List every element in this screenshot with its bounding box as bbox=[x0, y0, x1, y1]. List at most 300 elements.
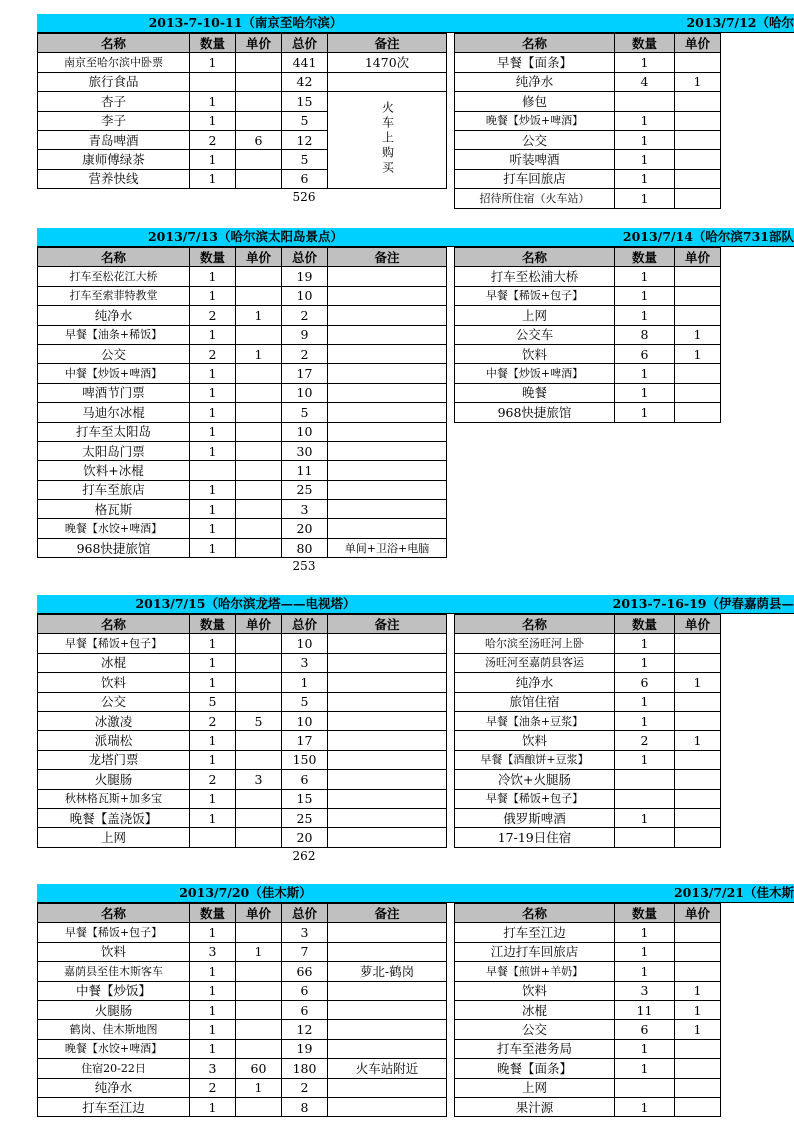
quantity: 1 bbox=[615, 1059, 675, 1078]
quantity: 1 bbox=[615, 1039, 675, 1058]
item-name: 上网 bbox=[455, 306, 615, 325]
unit-price: 1 bbox=[675, 1000, 721, 1019]
item-name: 晚餐【面条】 bbox=[455, 1059, 615, 1078]
unit-price bbox=[236, 72, 282, 91]
item-name: 李子 bbox=[38, 111, 190, 130]
item-name: 饮料 bbox=[38, 942, 190, 961]
item-name: 早餐【稀饭+包子】 bbox=[38, 634, 190, 653]
quantity bbox=[615, 770, 675, 789]
table-row bbox=[455, 789, 721, 808]
note bbox=[328, 808, 447, 827]
quantity: 2 bbox=[190, 344, 236, 363]
unit-price: 5 bbox=[236, 711, 282, 730]
total-price: 150 bbox=[282, 750, 328, 769]
quantity: 1 bbox=[190, 267, 236, 286]
item-name: 火腿肠 bbox=[38, 770, 190, 789]
table-row bbox=[38, 711, 447, 730]
note bbox=[328, 711, 447, 730]
note bbox=[328, 267, 447, 286]
item-name: 晚餐【炒饭+啤酒】 bbox=[455, 111, 615, 130]
item-name: 打车至太阳岛 bbox=[38, 422, 190, 441]
total-price: 5 bbox=[282, 150, 328, 169]
column-header-total: 总价 bbox=[282, 904, 328, 923]
table-row bbox=[455, 1020, 721, 1039]
table-row bbox=[38, 731, 447, 750]
quantity: 1 bbox=[190, 403, 236, 422]
total-price: 7 bbox=[282, 942, 328, 961]
item-name: 打车至松浦大桥 bbox=[455, 267, 615, 286]
item-name: 旅馆住宿 bbox=[455, 692, 615, 711]
note bbox=[328, 403, 447, 422]
item-name: 17-19日住宿 bbox=[455, 828, 615, 847]
total-price: 180 bbox=[282, 1059, 328, 1078]
item-name: 啤酒节门票 bbox=[38, 383, 190, 402]
item-name: 康师傅绿茶 bbox=[38, 150, 190, 169]
unit-price bbox=[236, 267, 282, 286]
unit-price bbox=[236, 325, 282, 344]
item-name: 中餐【炒饭+啤酒】 bbox=[455, 364, 615, 383]
expense-section bbox=[37, 14, 794, 228]
unit-price bbox=[675, 634, 721, 653]
unit-price: 1 bbox=[675, 344, 721, 363]
note bbox=[328, 1039, 447, 1058]
item-name: 968快捷旅馆 bbox=[38, 538, 190, 557]
section-title-left: 2013/7/15（哈尔滨龙塔——电视塔） bbox=[37, 595, 454, 614]
note bbox=[328, 383, 447, 402]
item-name: 纯净水 bbox=[38, 306, 190, 325]
unit-price bbox=[675, 808, 721, 827]
total-price: 15 bbox=[282, 789, 328, 808]
item-name: 鹤岗、佳木斯地图 bbox=[38, 1020, 190, 1039]
item-name: 晚餐【水饺+啤酒】 bbox=[38, 519, 190, 538]
quantity bbox=[615, 828, 675, 847]
quantity: 1 bbox=[615, 942, 675, 961]
item-name: 纯净水 bbox=[455, 72, 615, 91]
section-total: 262 bbox=[292, 848, 316, 863]
table-row bbox=[455, 111, 721, 130]
quantity: 1 bbox=[615, 169, 675, 188]
table-row bbox=[38, 673, 447, 692]
table-row bbox=[38, 923, 447, 942]
unit-price bbox=[675, 169, 721, 188]
quantity: 1 bbox=[615, 711, 675, 730]
table-row bbox=[455, 72, 721, 91]
item-name: 上网 bbox=[455, 1078, 615, 1097]
unit-price bbox=[236, 92, 282, 111]
note bbox=[328, 461, 447, 480]
quantity: 1 bbox=[190, 286, 236, 305]
item-name: 早餐【煎饼+羊奶】 bbox=[455, 962, 615, 981]
unit-price bbox=[675, 111, 721, 130]
total-price: 66 bbox=[282, 962, 328, 981]
unit-price bbox=[236, 731, 282, 750]
expense-section bbox=[37, 595, 794, 867]
quantity: 1 bbox=[190, 1097, 236, 1116]
unit-price bbox=[675, 53, 721, 72]
total-price: 17 bbox=[282, 731, 328, 750]
unit-price bbox=[236, 383, 282, 402]
table-row bbox=[38, 286, 447, 305]
item-name: 火腿肠 bbox=[38, 1000, 190, 1019]
section-title-left: 2013/7/13（哈尔滨太阳岛景点） bbox=[37, 228, 454, 247]
total-price: 5 bbox=[282, 111, 328, 130]
unit-price bbox=[675, 828, 721, 847]
unit-price bbox=[236, 981, 282, 1000]
note: 单间+卫浴+电脑 bbox=[328, 538, 447, 557]
column-header-unit: 单价 bbox=[236, 34, 282, 53]
table-row bbox=[455, 942, 721, 961]
unit-price bbox=[675, 403, 721, 422]
total-price: 9 bbox=[282, 325, 328, 344]
note bbox=[328, 1020, 447, 1039]
quantity: 1 bbox=[615, 286, 675, 305]
quantity: 2 bbox=[190, 306, 236, 325]
item-name: 俄罗斯啤酒 bbox=[455, 808, 615, 827]
column-header-qty: 数量 bbox=[615, 248, 675, 267]
item-name: 杏子 bbox=[38, 92, 190, 111]
table-row bbox=[455, 306, 721, 325]
quantity bbox=[190, 461, 236, 480]
total-price: 25 bbox=[282, 480, 328, 499]
item-name: 修包 bbox=[455, 92, 615, 111]
quantity: 1 bbox=[190, 923, 236, 942]
unit-price bbox=[236, 750, 282, 769]
item-name: 打车至索菲特教堂 bbox=[38, 286, 190, 305]
table-row bbox=[455, 981, 721, 1000]
quantity: 1 bbox=[190, 383, 236, 402]
quantity bbox=[615, 789, 675, 808]
item-name: 嘉荫县至佳木斯客车 bbox=[38, 962, 190, 981]
item-name: 住宿20-22日 bbox=[38, 1059, 190, 1078]
note bbox=[328, 500, 447, 519]
total-price: 10 bbox=[282, 286, 328, 305]
column-header-unit: 单价 bbox=[675, 904, 721, 923]
quantity: 1 bbox=[615, 808, 675, 827]
total-price: 10 bbox=[282, 634, 328, 653]
table-row bbox=[455, 653, 721, 672]
quantity: 1 bbox=[615, 53, 675, 72]
table-row bbox=[38, 267, 447, 286]
table-row bbox=[455, 711, 721, 730]
column-header-qty: 数量 bbox=[190, 615, 236, 634]
table-row bbox=[38, 441, 447, 460]
column-header-name: 名称 bbox=[455, 34, 615, 53]
table-row bbox=[38, 1097, 447, 1116]
table-row bbox=[38, 383, 447, 402]
quantity: 1 bbox=[615, 150, 675, 169]
table-row bbox=[38, 789, 447, 808]
item-name: 晚餐【水饺+啤酒】 bbox=[38, 1039, 190, 1058]
column-header-total: 总价 bbox=[282, 615, 328, 634]
item-name: 公交 bbox=[455, 1020, 615, 1039]
unit-price bbox=[236, 286, 282, 305]
unit-price bbox=[236, 808, 282, 827]
item-name: 冰棍 bbox=[455, 1000, 615, 1019]
expense-table-left bbox=[37, 614, 447, 848]
table-row bbox=[455, 92, 721, 111]
table-row bbox=[38, 962, 447, 981]
section-title-left: 2013-7-10-11（南京至哈尔滨） bbox=[37, 14, 454, 33]
total-price: 20 bbox=[282, 828, 328, 847]
item-name: 南京至哈尔滨中卧票 bbox=[38, 53, 190, 72]
unit-price bbox=[236, 1039, 282, 1058]
column-header-note: 备注 bbox=[328, 34, 447, 53]
table-row bbox=[455, 169, 721, 188]
quantity: 8 bbox=[615, 325, 675, 344]
quantity: 1 bbox=[615, 962, 675, 981]
expense-table-right bbox=[454, 614, 721, 848]
column-header-qty: 数量 bbox=[615, 904, 675, 923]
note: 1470次 bbox=[328, 53, 447, 72]
quantity: 1 bbox=[190, 1020, 236, 1039]
table-row bbox=[38, 1000, 447, 1019]
quantity: 1 bbox=[190, 981, 236, 1000]
quantity: 1 bbox=[615, 750, 675, 769]
quantity: 2 bbox=[615, 731, 675, 750]
item-name: 968快捷旅馆 bbox=[455, 403, 615, 422]
item-name: 饮料+冰棍 bbox=[38, 461, 190, 480]
note: 火车站附近 bbox=[328, 1059, 447, 1078]
item-name: 公交 bbox=[455, 130, 615, 149]
total-price: 3 bbox=[282, 500, 328, 519]
unit-price bbox=[236, 150, 282, 169]
section-total: 526 bbox=[292, 190, 316, 205]
table-row bbox=[455, 1059, 721, 1078]
table-row bbox=[38, 538, 447, 557]
quantity: 2 bbox=[190, 711, 236, 730]
unit-price: 3 bbox=[236, 770, 282, 789]
item-name: 汤旺河至嘉荫县客运 bbox=[455, 653, 615, 672]
quantity: 1 bbox=[615, 189, 675, 208]
quantity bbox=[190, 72, 236, 91]
unit-price bbox=[236, 500, 282, 519]
unit-price bbox=[236, 789, 282, 808]
column-header-name: 名称 bbox=[38, 904, 190, 923]
unit-price bbox=[236, 480, 282, 499]
unit-price bbox=[236, 519, 282, 538]
table-row bbox=[455, 130, 721, 149]
total-price: 2 bbox=[282, 344, 328, 363]
quantity: 1 bbox=[615, 692, 675, 711]
quantity: 1 bbox=[190, 789, 236, 808]
unit-price bbox=[236, 422, 282, 441]
item-name: 打车至江边 bbox=[38, 1097, 190, 1116]
total-price: 12 bbox=[282, 130, 328, 149]
unit-price bbox=[236, 111, 282, 130]
unit-price: 1 bbox=[675, 325, 721, 344]
table-row bbox=[38, 1059, 447, 1078]
unit-price: 1 bbox=[236, 1078, 282, 1097]
quantity: 4 bbox=[615, 72, 675, 91]
unit-price bbox=[236, 538, 282, 557]
unit-price bbox=[675, 1039, 721, 1058]
note bbox=[328, 286, 447, 305]
quantity: 1 bbox=[615, 403, 675, 422]
unit-price bbox=[675, 750, 721, 769]
quantity bbox=[190, 828, 236, 847]
column-header-qty: 数量 bbox=[190, 248, 236, 267]
table-row bbox=[38, 653, 447, 672]
unit-price bbox=[675, 1078, 721, 1097]
item-name: 中餐【炒饭】 bbox=[38, 981, 190, 1000]
header-row bbox=[455, 34, 721, 53]
note bbox=[328, 653, 447, 672]
unit-price bbox=[236, 169, 282, 188]
unit-price: 1 bbox=[236, 344, 282, 363]
note bbox=[328, 364, 447, 383]
header-row bbox=[455, 615, 721, 634]
unit-price bbox=[236, 923, 282, 942]
table-row bbox=[38, 1020, 447, 1039]
quantity bbox=[615, 92, 675, 111]
column-header-name: 名称 bbox=[455, 248, 615, 267]
table-row bbox=[455, 403, 721, 422]
table-row bbox=[38, 1078, 447, 1097]
total-price: 6 bbox=[282, 770, 328, 789]
quantity: 1 bbox=[615, 364, 675, 383]
item-name: 早餐【面条】 bbox=[455, 53, 615, 72]
note bbox=[328, 923, 447, 942]
item-name: 秋林格瓦斯+加多宝 bbox=[38, 789, 190, 808]
quantity: 1 bbox=[190, 364, 236, 383]
item-name: 冰激凌 bbox=[38, 711, 190, 730]
quantity: 1 bbox=[190, 92, 236, 111]
header-row bbox=[38, 34, 447, 53]
quantity: 6 bbox=[615, 344, 675, 363]
unit-price bbox=[236, 962, 282, 981]
table-row bbox=[38, 808, 447, 827]
quantity: 1 bbox=[615, 130, 675, 149]
unit-price bbox=[675, 962, 721, 981]
unit-price: 1 bbox=[675, 673, 721, 692]
note bbox=[328, 1000, 447, 1019]
quantity: 1 bbox=[615, 634, 675, 653]
item-name: 哈尔滨至汤旺河上卧 bbox=[455, 634, 615, 653]
total-price: 20 bbox=[282, 519, 328, 538]
quantity: 1 bbox=[190, 422, 236, 441]
unit-price bbox=[675, 189, 721, 208]
item-name: 打车至江边 bbox=[455, 923, 615, 942]
note bbox=[328, 325, 447, 344]
table-row bbox=[455, 344, 721, 363]
column-header-unit: 单价 bbox=[236, 904, 282, 923]
item-name: 饮料 bbox=[455, 344, 615, 363]
quantity: 2 bbox=[190, 1078, 236, 1097]
total-price: 12 bbox=[282, 1020, 328, 1039]
total-price: 3 bbox=[282, 653, 328, 672]
unit-price bbox=[675, 306, 721, 325]
item-name: 太阳岛门票 bbox=[38, 441, 190, 460]
table-row bbox=[38, 364, 447, 383]
header-row bbox=[38, 615, 447, 634]
table-row bbox=[38, 53, 447, 72]
note bbox=[328, 422, 447, 441]
item-name: 打车至松花江大桥 bbox=[38, 267, 190, 286]
unit-price bbox=[675, 383, 721, 402]
quantity: 1 bbox=[615, 267, 675, 286]
total-price: 17 bbox=[282, 364, 328, 383]
column-header-unit: 单价 bbox=[236, 615, 282, 634]
total-price: 5 bbox=[282, 403, 328, 422]
table-row bbox=[455, 364, 721, 383]
total-price: 5 bbox=[282, 692, 328, 711]
unit-price bbox=[236, 634, 282, 653]
note bbox=[328, 750, 447, 769]
table-row bbox=[38, 422, 447, 441]
table-row bbox=[455, 731, 721, 750]
unit-price bbox=[675, 92, 721, 111]
table-row bbox=[455, 267, 721, 286]
table-row bbox=[38, 519, 447, 538]
note-text: 火车上购买 bbox=[380, 100, 395, 176]
column-header-name: 名称 bbox=[455, 615, 615, 634]
unit-price bbox=[236, 653, 282, 672]
unit-price: 60 bbox=[236, 1059, 282, 1078]
note bbox=[328, 731, 447, 750]
quantity: 6 bbox=[615, 673, 675, 692]
item-name: 饮料 bbox=[455, 731, 615, 750]
column-header-unit: 单价 bbox=[675, 615, 721, 634]
total-price: 2 bbox=[282, 306, 328, 325]
note bbox=[328, 981, 447, 1000]
quantity: 2 bbox=[190, 770, 236, 789]
expense-table-left bbox=[37, 33, 447, 189]
item-name: 晚餐【盖浇饭】 bbox=[38, 808, 190, 827]
total-price: 30 bbox=[282, 441, 328, 460]
unit-price bbox=[675, 653, 721, 672]
quantity: 1 bbox=[190, 673, 236, 692]
unit-price bbox=[236, 1097, 282, 1116]
expense-table-right bbox=[454, 247, 721, 423]
quantity: 1 bbox=[190, 962, 236, 981]
total-price: 10 bbox=[282, 711, 328, 730]
section-title-right: 2013/7/21（佳木斯 bbox=[454, 884, 794, 903]
total-price: 15 bbox=[282, 92, 328, 111]
total-price: 19 bbox=[282, 267, 328, 286]
table-row bbox=[455, 53, 721, 72]
quantity: 1 bbox=[615, 923, 675, 942]
item-name: 早餐【酒酿饼+豆浆】 bbox=[455, 750, 615, 769]
table-row bbox=[38, 344, 447, 363]
table-row bbox=[455, 923, 721, 942]
quantity: 1 bbox=[190, 634, 236, 653]
total-price: 441 bbox=[282, 53, 328, 72]
note: 萝北-鹤岗 bbox=[328, 962, 447, 981]
column-header-note: 备注 bbox=[328, 248, 447, 267]
item-name: 早餐【稀饭+包子】 bbox=[38, 923, 190, 942]
item-name: 龙塔门票 bbox=[38, 750, 190, 769]
quantity: 2 bbox=[190, 130, 236, 149]
quantity: 3 bbox=[190, 1059, 236, 1078]
unit-price bbox=[236, 1020, 282, 1039]
section-title-right: 2013/7/14（哈尔滨731部队 bbox=[454, 228, 794, 247]
item-name: 饮料 bbox=[38, 673, 190, 692]
table-row bbox=[455, 673, 721, 692]
total-price: 25 bbox=[282, 808, 328, 827]
table-row bbox=[455, 1039, 721, 1058]
item-name: 饮料 bbox=[455, 981, 615, 1000]
total-price: 19 bbox=[282, 1039, 328, 1058]
table-row bbox=[455, 286, 721, 305]
item-name: 冰棍 bbox=[38, 653, 190, 672]
quantity: 3 bbox=[190, 942, 236, 961]
total-price: 2 bbox=[282, 1078, 328, 1097]
item-name: 听装啤酒 bbox=[455, 150, 615, 169]
note bbox=[328, 789, 447, 808]
item-name: 早餐【油条+豆浆】 bbox=[455, 711, 615, 730]
total-price: 3 bbox=[282, 923, 328, 942]
item-name: 早餐【稀饭+包子】 bbox=[455, 286, 615, 305]
